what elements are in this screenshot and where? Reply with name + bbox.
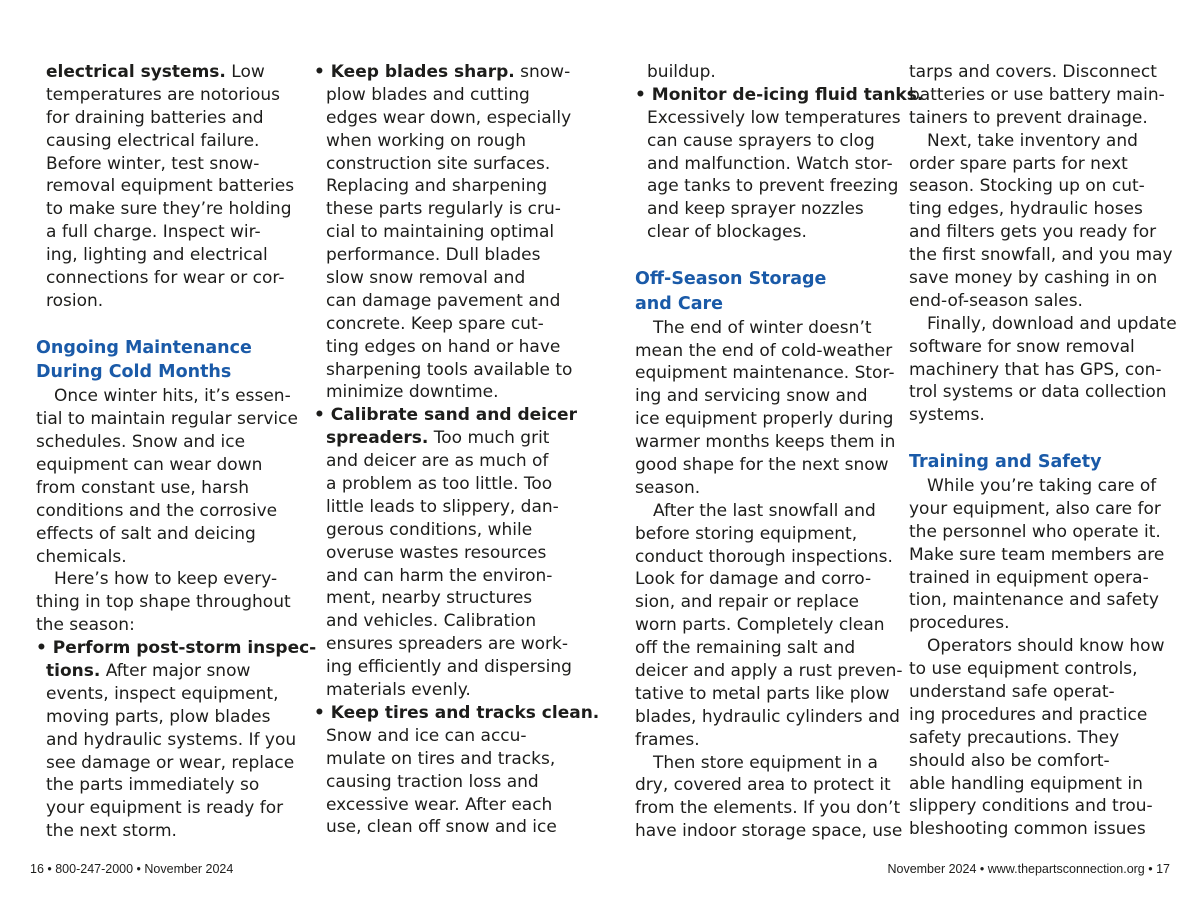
body-line [36, 61, 316, 84]
line-text: and keep sprayer nozzles [647, 199, 864, 220]
line-text: worn parts. Completely clean [635, 615, 885, 636]
line-text: temperatures are notorious [46, 84, 280, 105]
body-line [635, 153, 923, 176]
body-line [314, 221, 599, 244]
body-line [314, 771, 599, 794]
body-line [909, 198, 1177, 221]
body-line [635, 221, 923, 244]
line-text: chemicals. [36, 546, 127, 567]
body-line [314, 359, 599, 382]
spacer [36, 313, 316, 336]
line-text: dry, covered area to protect it [635, 775, 891, 796]
body-line [635, 752, 923, 775]
line-text: frames. [635, 729, 700, 750]
body-line [314, 313, 599, 336]
line-text: the personnel who operate it. [909, 521, 1161, 542]
line-text: sion, and repair or replace [635, 592, 859, 613]
body-line [635, 61, 923, 84]
body-line [635, 683, 923, 706]
line-text: schedules. Snow and ice [36, 432, 246, 453]
body-line [909, 658, 1177, 681]
line-text: and filters gets you ready for [909, 222, 1157, 243]
body-line [36, 267, 316, 290]
line-text: systems. [909, 405, 985, 426]
line-text: see damage or wear, replace [46, 752, 295, 773]
line-text: and deicer are as much of [326, 451, 549, 472]
bullet-mark: • [314, 62, 331, 82]
bold-lead-in: electrical systems. [46, 62, 226, 82]
body-line [314, 84, 599, 107]
body-line [909, 681, 1177, 704]
line-text: understand safe operat- [909, 681, 1115, 702]
line-text: mulate on tires and tracks, [326, 748, 556, 769]
body-line [314, 130, 599, 153]
line-text: Once winter hits, it’s essen- [54, 386, 291, 407]
line-text: save money by cashing in on [909, 268, 1158, 289]
line-text: Excessively low temperatures [647, 107, 901, 128]
body-line [635, 523, 923, 546]
line-text: trol systems or data collection [909, 382, 1167, 403]
text-column-3 [635, 61, 923, 843]
line-text: removal equipment batteries [46, 176, 295, 197]
bullet-mark: • [314, 405, 331, 426]
body-line [314, 336, 599, 359]
body-line [909, 267, 1177, 290]
text-column-2 [314, 61, 599, 839]
body-line [314, 473, 599, 496]
line-text: a full charge. Inspect wir- [46, 222, 261, 243]
line-text: machinery that has GPS, con- [909, 359, 1162, 380]
body-line [635, 546, 923, 569]
line-text: Too much grit [428, 428, 550, 449]
line-text: for draining batteries and [46, 107, 264, 128]
body-line [635, 706, 923, 729]
body-line [314, 816, 599, 839]
line-text: blades, hydraulic cylinders and [635, 706, 900, 727]
line-text: little leads to slippery, dan- [326, 496, 559, 517]
body-line [635, 568, 923, 591]
bullet-line [314, 702, 599, 725]
line-text: tion, maintenance and safety [909, 590, 1159, 611]
body-line [909, 521, 1177, 544]
bold-lead-in: Keep tires and tracks clean. [330, 702, 600, 723]
body-line [36, 752, 316, 775]
body-line [36, 385, 316, 408]
line-text: batteries or use battery main- [909, 84, 1165, 105]
body-line [909, 221, 1177, 244]
body-line [36, 706, 316, 729]
bold-lead-in: spreaders. [326, 428, 429, 449]
line-text: warmer months keeps them in [635, 432, 896, 453]
line-text: causing electrical failure. [46, 130, 260, 151]
body-line [36, 107, 316, 130]
body-line [909, 336, 1177, 359]
line-text: thing in top shape throughout [36, 592, 291, 613]
body-line [909, 61, 1177, 84]
line-text: from constant use, harsh [36, 477, 249, 498]
body-line [36, 153, 316, 176]
body-line [909, 290, 1177, 313]
body-line [635, 591, 923, 614]
spacer [635, 244, 923, 267]
line-text: before storing equipment, [635, 523, 858, 544]
line-text: mean the end of cold-weather [635, 340, 893, 361]
section-heading: Training and Safety [909, 452, 1102, 473]
body-line [635, 431, 923, 454]
body-line [909, 818, 1177, 841]
body-line [909, 704, 1177, 727]
body-line [36, 500, 316, 523]
body-line [314, 725, 599, 748]
body-line [635, 107, 923, 130]
body-line [909, 773, 1177, 796]
line-text: and malfunction. Watch stor- [647, 153, 893, 174]
line-text: have indoor storage space, use [635, 821, 903, 842]
footer-left-folio: 16 • 800-247-2000 • November 2024 [30, 862, 234, 876]
body-line [36, 221, 316, 244]
line-text: Make sure team members are [909, 544, 1165, 565]
line-text: conduct thorough inspections. [635, 546, 893, 567]
section-heading: During Cold Months [36, 362, 232, 383]
body-line [314, 542, 599, 565]
body-line [36, 84, 316, 107]
bold-lead-in: Perform post-storm inspec- [52, 638, 317, 659]
body-line [909, 244, 1177, 267]
body-line [36, 408, 316, 431]
body-line [36, 614, 316, 637]
body-line [314, 748, 599, 771]
bold-lead-in: Monitor de-icing fluid tanks. [651, 84, 924, 105]
line-text: minimize downtime. [326, 382, 499, 403]
body-line [314, 198, 599, 221]
body-line [36, 198, 316, 221]
body-line [314, 244, 599, 267]
line-text: a problem as too little. Too [326, 474, 553, 495]
line-text: ting edges, hydraulic hoses [909, 199, 1143, 220]
text-column-1 [36, 61, 316, 843]
line-text: ting edges on hand or have [326, 336, 561, 357]
line-text: cial to maintaining optimal [326, 222, 555, 243]
line-text: connections for wear or cor- [46, 268, 285, 289]
line-text: construction site surfaces. [326, 153, 551, 174]
body-line [909, 381, 1177, 404]
section-heading: Ongoing Maintenance [36, 337, 252, 358]
line-text: season. [635, 477, 701, 498]
line-text: the first snowfall, and you may [909, 245, 1173, 266]
body-line [314, 656, 599, 679]
line-text: equipment maintenance. Stor- [635, 363, 895, 384]
body-line [36, 797, 316, 820]
bullet-mark: • [635, 84, 652, 105]
body-line [635, 408, 923, 431]
body-line [635, 175, 923, 198]
body-line [635, 477, 923, 500]
line-text: season. Stocking up on cut- [909, 176, 1145, 197]
line-text: can damage pavement and [326, 290, 561, 311]
line-text: causing traction loss and [326, 771, 539, 792]
body-line [36, 477, 316, 500]
body-line [909, 567, 1177, 590]
body-line [314, 496, 599, 519]
line-text: plow blades and cutting [326, 84, 530, 105]
body-line [36, 290, 316, 313]
line-text: ing procedures and practice [909, 704, 1148, 725]
body-line [314, 679, 599, 702]
body-line [909, 313, 1177, 336]
line-text: software for snow removal [909, 336, 1135, 357]
body-line [909, 130, 1177, 153]
body-line [36, 729, 316, 752]
line-text: While you’re taking care of [927, 475, 1157, 496]
line-text: events, inspect equipment, [46, 683, 279, 704]
line-text: trained in equipment opera- [909, 567, 1149, 588]
body-line [314, 565, 599, 588]
line-text: Snow and ice can accu- [326, 725, 527, 746]
line-text: effects of salt and deicing [36, 523, 256, 544]
bullet-line [314, 61, 599, 84]
body-line [635, 340, 923, 363]
line-text: tative to metal parts like plow [635, 683, 890, 704]
body-line [36, 244, 316, 267]
line-text: After major snow [100, 660, 251, 681]
bullet-line [36, 637, 316, 660]
body-line [36, 523, 316, 546]
line-text: ice equipment properly during [635, 409, 894, 430]
line-text: materials evenly. [326, 680, 471, 701]
line-text: your equipment is ready for [46, 798, 284, 819]
line-text: gerous conditions, while [326, 519, 533, 540]
body-line [635, 500, 923, 523]
body-line [909, 175, 1177, 198]
body-line [909, 795, 1177, 818]
body-line [314, 381, 599, 404]
line-text: deicer and apply a rust preven- [635, 660, 903, 681]
line-text: from the elements. If you don’t [635, 798, 901, 819]
line-text: age tanks to prevent freezing [647, 176, 899, 197]
bullet-line [635, 84, 923, 107]
body-line [36, 130, 316, 153]
bold-lead-in: Calibrate sand and deicer [330, 405, 577, 426]
body-line [36, 774, 316, 797]
line-text: ing, lighting and electrical [46, 245, 268, 266]
line-text: snow- [514, 62, 571, 82]
line-text: ensures spreaders are work- [326, 634, 569, 655]
line-text: able handling equipment in [909, 773, 1143, 794]
body-line [635, 614, 923, 637]
line-text: Replacing and sharpening [326, 176, 548, 197]
bullet-line [314, 404, 599, 427]
line-text: to make sure they’re holding [46, 199, 292, 220]
body-line [909, 589, 1177, 612]
line-text: ing efficiently and dispersing [326, 657, 572, 678]
body-line [314, 587, 599, 610]
line-text: tial to maintain regular service [36, 409, 298, 430]
footer-right-folio: November 2024 • www.thepartsconnection.org • 17 [887, 862, 1170, 876]
body-line [909, 404, 1177, 427]
body-line [909, 635, 1177, 658]
line-text: tarps and covers. Disconnect [909, 62, 1157, 82]
line-text: Before winter, test snow- [46, 153, 260, 174]
body-line [909, 84, 1177, 107]
bullet-mark: • [314, 702, 331, 723]
line-text: moving parts, plow blades [46, 706, 271, 727]
line-text: conditions and the corrosive [36, 500, 278, 521]
body-line [36, 820, 316, 843]
bold-lead-in: tions. [46, 660, 101, 681]
body-line [36, 660, 316, 683]
line-text: performance. Dull blades [326, 245, 541, 266]
line-text: The end of winter doesn’t [653, 317, 872, 338]
body-line [635, 385, 923, 408]
body-line [635, 130, 923, 153]
line-text: slow snow removal and [326, 268, 526, 289]
body-line [314, 267, 599, 290]
line-text: Low [225, 62, 265, 82]
section-heading: and Care [635, 293, 724, 314]
body-line [36, 431, 316, 454]
line-text: when working on rough [326, 130, 527, 151]
line-text: excessive wear. After each [326, 794, 553, 815]
line-text: bleshooting common issues [909, 819, 1146, 840]
body-line [36, 683, 316, 706]
body-line [635, 729, 923, 752]
body-line [909, 498, 1177, 521]
line-text: Next, take inventory and [927, 130, 1138, 151]
body-line [635, 362, 923, 385]
line-text: slippery conditions and trou- [909, 796, 1153, 817]
line-text: should also be comfort- [909, 750, 1110, 771]
line-text: and hydraulic systems. If you [46, 729, 297, 750]
line-text: Operators should know how [927, 636, 1165, 657]
body-line [314, 450, 599, 473]
line-text: Then store equipment in a [653, 752, 878, 773]
body-line [314, 519, 599, 542]
line-text: safety precautions. They [909, 727, 1120, 748]
body-line [909, 544, 1177, 567]
body-line [36, 175, 316, 198]
body-line [314, 794, 599, 817]
line-text: off the remaining salt and [635, 638, 856, 659]
line-text: your equipment, also care for [909, 498, 1161, 519]
body-line [36, 591, 316, 614]
line-text: to use equipment controls, [909, 659, 1138, 680]
body-line [635, 317, 923, 340]
line-text: overuse wastes resources [326, 542, 547, 563]
body-line [314, 107, 599, 130]
bullet-mark: • [36, 638, 53, 659]
line-text: concrete. Keep spare cut- [326, 313, 544, 334]
body-line [635, 774, 923, 797]
body-line [909, 153, 1177, 176]
body-line [314, 175, 599, 198]
body-line [635, 198, 923, 221]
line-text: tainers to prevent drainage. [909, 107, 1148, 128]
body-line [314, 153, 599, 176]
line-text: buildup. [647, 62, 716, 82]
line-text: ment, nearby structures [326, 588, 533, 609]
body-line [909, 475, 1177, 498]
line-text: and vehicles. Calibration [326, 611, 537, 632]
line-text: end-of-season sales. [909, 290, 1083, 311]
body-line [909, 612, 1177, 635]
line-text: Finally, download and update [927, 313, 1177, 334]
body-line [635, 454, 923, 477]
body-line [314, 427, 599, 450]
line-text: use, clean off snow and ice [326, 817, 557, 838]
line-text: rosion. [46, 290, 104, 311]
body-line [36, 568, 316, 591]
text-column-4 [909, 61, 1177, 841]
line-text: and can harm the environ- [326, 565, 553, 586]
body-line [635, 797, 923, 820]
spacer [909, 427, 1177, 450]
body-line [909, 359, 1177, 382]
body-line [635, 820, 923, 843]
line-text: clear of blockages. [647, 222, 807, 243]
line-text: procedures. [909, 613, 1010, 634]
bold-lead-in: Keep blades sharp. [330, 62, 515, 82]
line-text: Look for damage and corro- [635, 569, 872, 590]
line-text: the parts immediately so [46, 775, 260, 796]
body-line [314, 290, 599, 313]
line-text: After the last snowfall and [653, 500, 876, 521]
line-text: good shape for the next snow [635, 454, 889, 475]
section-heading: Off-Season Storage [635, 269, 827, 290]
body-line [909, 107, 1177, 130]
line-text: order spare parts for next [909, 153, 1128, 174]
body-line [314, 633, 599, 656]
body-line [36, 454, 316, 477]
body-line [635, 637, 923, 660]
line-text: Here’s how to keep every- [54, 569, 278, 590]
body-line [909, 727, 1177, 750]
line-text: can cause sprayers to clog [647, 130, 875, 151]
line-text: these parts regularly is cru- [326, 199, 561, 220]
line-text: edges wear down, especially [326, 107, 572, 128]
line-text: equipment can wear down [36, 454, 263, 475]
line-text: sharpening tools available to [326, 359, 573, 380]
body-line [36, 546, 316, 569]
line-text: the season: [36, 615, 135, 636]
body-line [314, 610, 599, 633]
body-line [909, 750, 1177, 773]
line-text: ing and servicing snow and [635, 386, 868, 407]
line-text: the next storm. [46, 821, 177, 842]
body-line [635, 660, 923, 683]
